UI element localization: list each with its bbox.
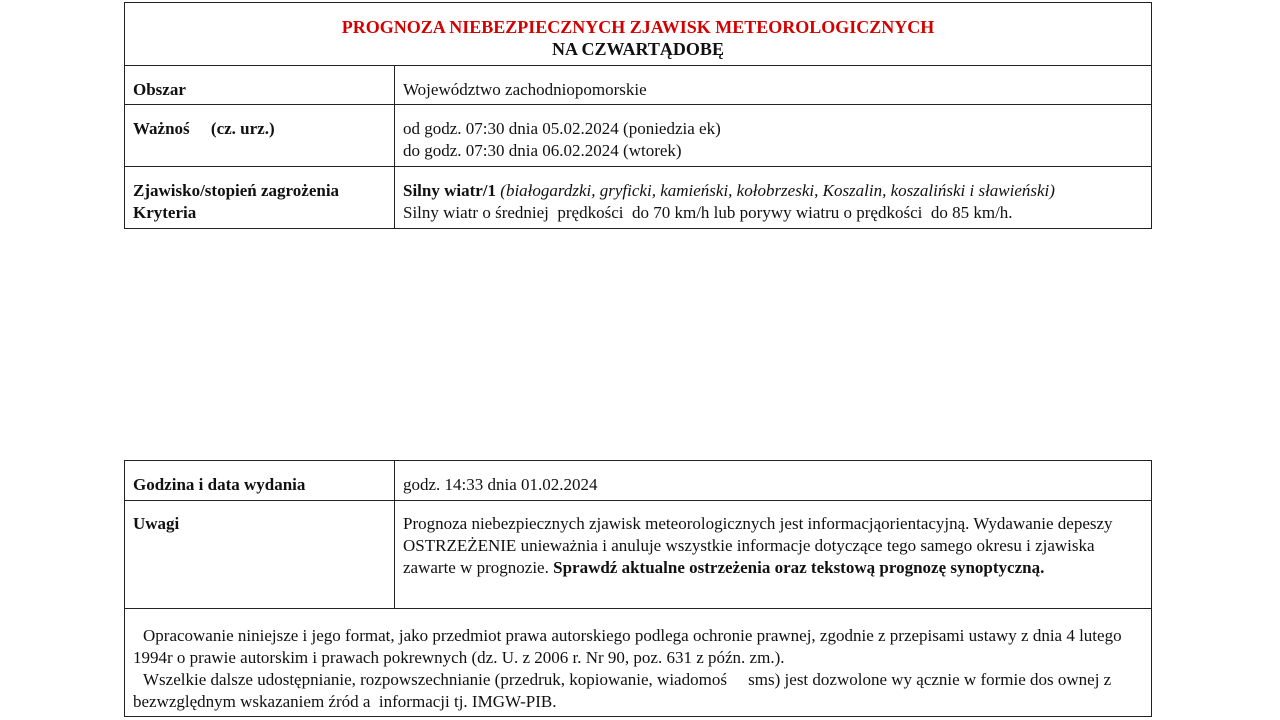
remarks-text: Prognoza niebezpiecznych zjawisk meteorologicznych jest informacjąorientacyjną. Wydawanie depeszy OSTRZEŻENIE unieważnia i anuluje wszystkie informacje dotyczące tego samego okresu i zjawiska zawarte w prognozie. bbox=[403, 514, 1113, 577]
criteria-label: Kryteria bbox=[133, 203, 197, 222]
phenomenon-name: Silny wiatr/1 bbox=[403, 181, 497, 200]
validity-from: od godz. 07:30 dnia 05.02.2024 (poniedzia ek) bbox=[403, 119, 721, 138]
remarks-row bbox=[125, 500, 1151, 608]
forecast-table bbox=[124, 2, 1152, 229]
validity-row bbox=[125, 104, 1151, 166]
phenomenon-row bbox=[125, 166, 1151, 228]
area-label: Obszar bbox=[125, 66, 395, 104]
phenomenon-label-line1: Zjawisko/stopień zagrożenia bbox=[133, 181, 340, 200]
remarks-bold-text: Sprawdź aktualne ostrzeżenia oraz tekstową prognozę synoptyczną. bbox=[553, 558, 1045, 577]
area-row bbox=[125, 65, 1151, 104]
phenomenon-counties: (białogardzki, gryficki, kamieński, kołobrzeski, Koszalin, koszaliński i sławieński) bbox=[500, 181, 1055, 200]
issued-value: godz. 14:33 dnia 01.02.2024 bbox=[403, 475, 598, 494]
forecast-title-line2: NA CZWARTĄDOBĘ bbox=[552, 39, 724, 59]
remarks-label: Uwagi bbox=[125, 501, 395, 608]
issue-table bbox=[124, 460, 1152, 717]
phenomenon-criteria: Silny wiatr o średniej prędkości do 70 km/h lub porywy wiatru o prędkości do 85 km/h. bbox=[403, 203, 1013, 222]
phenomenon-value bbox=[395, 167, 1151, 228]
remarks-value bbox=[395, 501, 1151, 608]
validity-value bbox=[395, 105, 1151, 166]
phenomenon-line bbox=[403, 180, 1143, 202]
validity-to: do godz. 07:30 dnia 06.02.2024 (wtorek) bbox=[403, 141, 682, 160]
issued-label: Godzina i data wydania bbox=[125, 461, 395, 500]
forecast-title-line1: PROGNOZA NIEBEZPIECZNYCH ZJAWISK METEOROLOGICZNYCH bbox=[341, 17, 935, 37]
validity-label: Ważnoś (cz. urz.) bbox=[125, 105, 395, 166]
forecast-title bbox=[125, 3, 1151, 65]
copyright-footer bbox=[125, 608, 1151, 716]
area-value: Województwo zachodniopomorskie bbox=[403, 80, 647, 99]
phenomenon-label bbox=[125, 167, 395, 228]
issued-row bbox=[125, 461, 1151, 500]
distribution-paragraph: Wszelkie dalsze udostępnianie, rozpowszechnianie (przedruk, kopiowanie, wiadomoś sms) jest dozwolone wy ącznie w formie dos ownej z bezwzględnym wskazaniem źród a informacji tj. IMGW-PIB. bbox=[133, 670, 1116, 711]
copyright-paragraph: Opracowanie niniejsze i jego format, jako przedmiot prawa autorskiego podlega ochronie prawnej, zgodnie z przepisami ustawy z dnia 4 lutego 1994r o prawie autorskim i prawach pokrewnych (dz. U. z 2006 r. Nr 90, poz. 631 z późn. zm.). bbox=[133, 626, 1122, 667]
